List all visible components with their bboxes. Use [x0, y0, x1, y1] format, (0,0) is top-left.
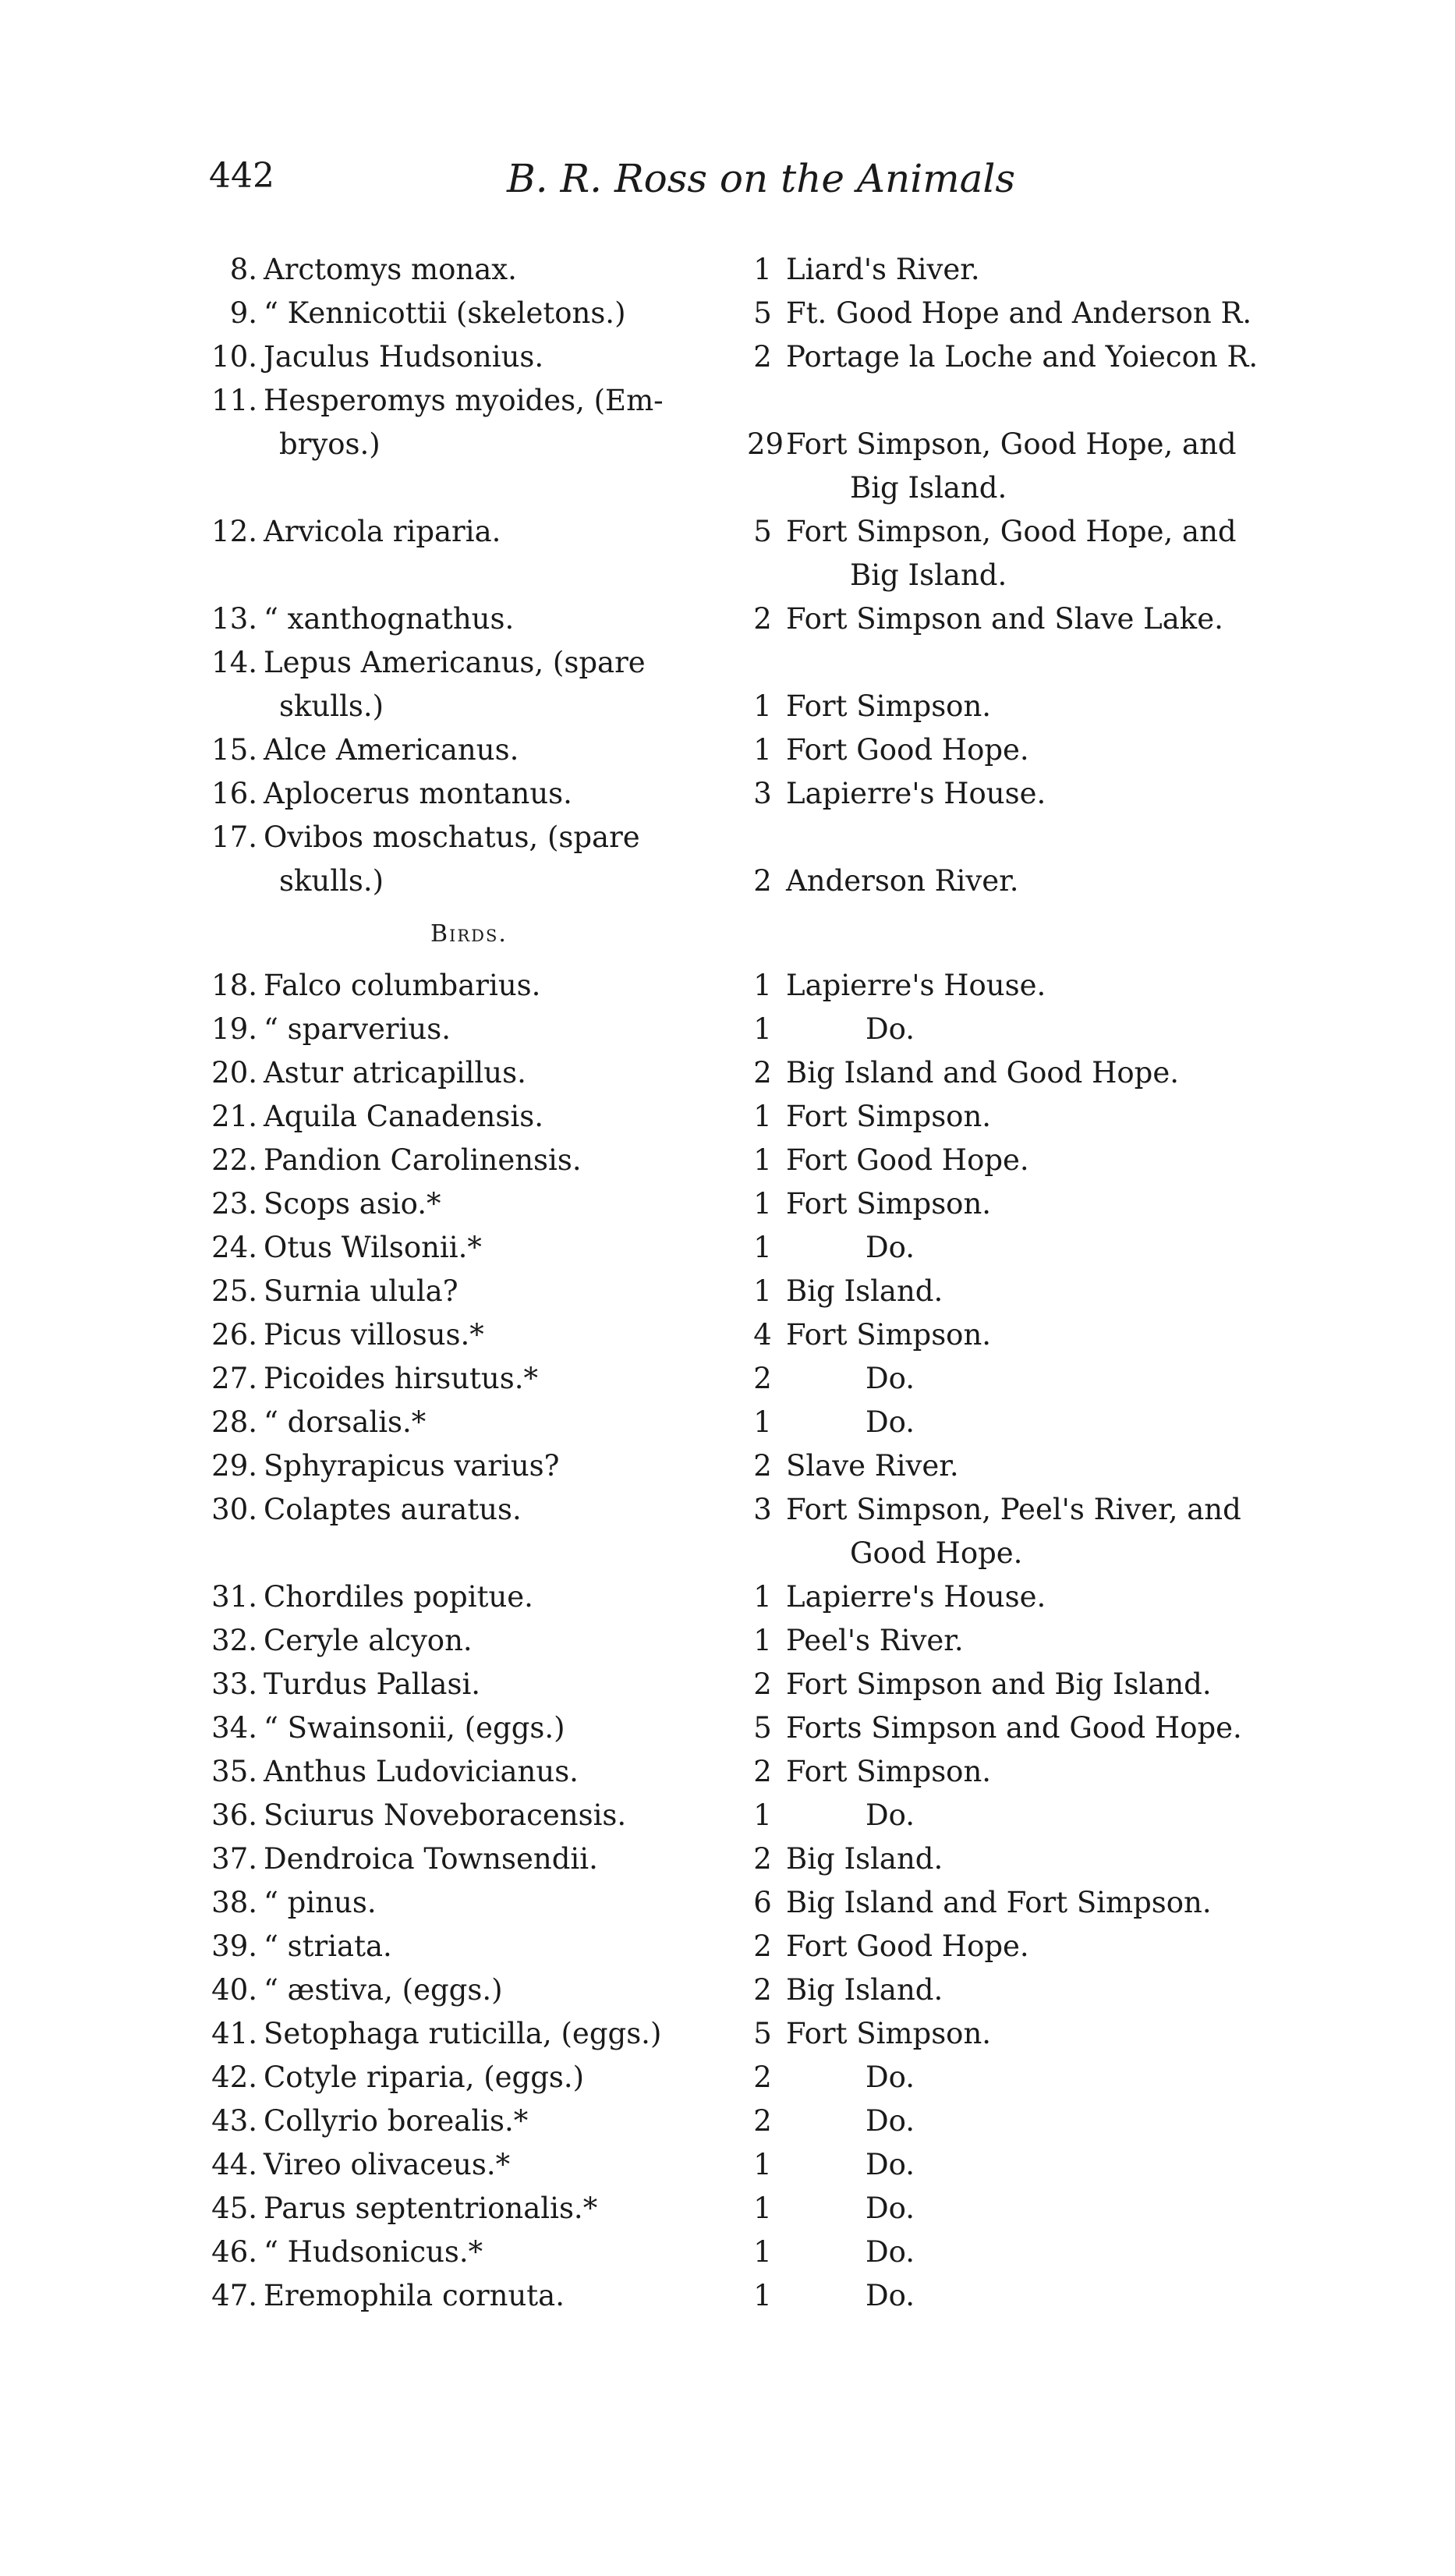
species-name: Sphyrapicus varius? [264, 1449, 560, 1483]
locality: Fort Simpson. [786, 1100, 992, 1133]
species-name: Colaptes auratus. [264, 1493, 522, 1526]
list-item [0, 2190, 1455, 2234]
entry-number: 13. [211, 602, 257, 636]
specimen-count: 2 [753, 1667, 772, 1701]
specimen-count: 1 [753, 2192, 772, 2225]
entry-number: 15. [211, 733, 257, 767]
specimen-count: 1 [753, 2279, 772, 2312]
list-item [0, 1753, 1455, 1797]
entry-number: 27. [211, 1362, 257, 1395]
entry-number: 19. [211, 1012, 257, 1046]
locality: Ft. Good Hope and Anderson R. [786, 296, 1252, 330]
list-item [0, 338, 1455, 382]
species-name: Eremophila cornuta. [264, 2279, 565, 2312]
specimen-count: 1 [753, 2235, 772, 2269]
running-title: B. R. Ross on the Animals [507, 156, 1016, 201]
entry-number: 8. [229, 253, 257, 286]
species-name: Scops asio.* [264, 1187, 441, 1221]
specimen-count: 2 [753, 1755, 772, 1788]
list-item [0, 2059, 1455, 2103]
specimen-count: 2 [753, 1362, 772, 1395]
locality: Big Island. [850, 558, 1007, 592]
species-name: Chordiles popitue. [264, 1580, 533, 1614]
list-item [0, 1098, 1455, 1142]
species-name: Alce Americanus. [264, 733, 519, 767]
locality: Fort Good Hope. [786, 733, 1029, 767]
species-name: Turdus Pallasi. [264, 1667, 481, 1701]
species-name: “ pinus. [264, 1886, 377, 1919]
list-item [0, 1841, 1455, 1884]
entry-number: 28. [211, 1405, 257, 1439]
species-name: “ sparverius. [264, 1012, 451, 1046]
locality: Fort Simpson, Peel's River, and [786, 1493, 1241, 1526]
species-name: “ æstiva, (eggs.) [264, 1973, 503, 2007]
entry-number: 18. [211, 969, 257, 1002]
entry-number: 30. [211, 1493, 257, 1526]
specimen-count: 1 [753, 689, 772, 723]
list-item [0, 819, 1455, 863]
specimen-count: 1 [753, 1405, 772, 1439]
locality: Fort Simpson, Good Hope, and [786, 515, 1237, 548]
species-name: Falco columbarius. [264, 969, 541, 1002]
locality: Do. [866, 1405, 915, 1439]
locality: Big Island. [850, 471, 1007, 505]
species-name: bryos.) [279, 427, 381, 461]
entry-number: 20. [211, 1056, 257, 1090]
species-name: “ striata. [264, 1929, 392, 1963]
species-name: Setophaga ruticilla, (eggs.) [264, 2017, 662, 2050]
specimen-count: 1 [753, 1274, 772, 1308]
specimen-count: 1 [753, 1100, 772, 1133]
list-item [0, 513, 1455, 557]
species-name: “ Hudsonicus.* [264, 2235, 483, 2269]
entry-number: 33. [211, 1667, 257, 1701]
locality: Liard's River. [786, 253, 980, 286]
locality: Big Island. [786, 1973, 943, 2007]
list-item [0, 1579, 1455, 1622]
list-item [0, 1229, 1455, 1273]
entry-number: 26. [211, 1318, 257, 1352]
locality: Lapierre's House. [786, 777, 1046, 810]
species-name: Astur atricapillus. [264, 1056, 526, 1090]
list-item [0, 967, 1455, 1011]
entry-number: 34. [211, 1711, 257, 1745]
list-item [0, 1622, 1455, 1666]
species-name: Surnia ulula? [264, 1274, 458, 1308]
locality: Do. [866, 2104, 915, 2138]
species-name: Lepus Americanus, (spare [264, 646, 646, 679]
specimen-count: 1 [753, 1798, 772, 1832]
locality: Forts Simpson and Good Hope. [786, 1711, 1242, 1745]
specimen-count: 1 [753, 253, 772, 286]
list-item [0, 1491, 1455, 1535]
list-item [0, 382, 1455, 426]
specimen-count: 1 [753, 733, 772, 767]
species-name: Anthus Ludovicianus. [264, 1755, 579, 1788]
entry-number: 21. [211, 1100, 257, 1133]
list-item [0, 601, 1455, 644]
list-item [0, 1972, 1455, 2015]
species-name: Hesperomys myoides, (Em- [264, 384, 664, 417]
list-item [0, 1535, 1455, 1579]
entry-number: 38. [211, 1886, 257, 1919]
specimen-count: 1 [753, 969, 772, 1002]
entry-number: 39. [211, 1929, 257, 1963]
locality: Lapierre's House. [786, 969, 1046, 1002]
locality: Do. [866, 1012, 915, 1046]
list-item [0, 1884, 1455, 1928]
entry-number: 22. [211, 1143, 257, 1177]
locality: Fort Good Hope. [786, 1929, 1029, 1963]
list-item [0, 295, 1455, 338]
specimen-count: 1 [753, 1012, 772, 1046]
species-name: Cotyle riparia, (eggs.) [264, 2060, 585, 2094]
locality: Do. [866, 2192, 915, 2225]
list-item [0, 1404, 1455, 1447]
entry-number: 24. [211, 1231, 257, 1264]
list-item [0, 557, 1455, 601]
list-item [0, 1666, 1455, 1710]
list-item [0, 732, 1455, 775]
species-name: Sciurus Noveboracensis. [264, 1798, 627, 1832]
locality: Fort Simpson. [786, 689, 992, 723]
species-name: Picoides hirsutus.* [264, 1362, 539, 1395]
species-name: Ceryle alcyon. [264, 1624, 473, 1657]
entry-number: 44. [211, 2148, 257, 2181]
section-heading-birds: Birds. [430, 920, 508, 948]
list-item [0, 426, 1455, 469]
list-item [0, 251, 1455, 295]
specimen-count: 5 [753, 2017, 772, 2050]
locality: Do. [866, 2235, 915, 2269]
specimen-count: 2 [753, 1056, 772, 1090]
locality: Big Island. [786, 1842, 943, 1876]
list-item [0, 2277, 1455, 2321]
list-item [0, 1273, 1455, 1316]
specimen-count: 5 [753, 1711, 772, 1745]
locality: Do. [866, 1798, 915, 1832]
locality: Fort Simpson. [786, 1318, 992, 1352]
locality: Big Island and Fort Simpson. [786, 1886, 1212, 1919]
locality: Anderson River. [786, 864, 1019, 898]
locality: Fort Simpson. [786, 2017, 992, 2050]
entry-number: 16. [211, 777, 257, 810]
specimen-count: 2 [753, 1842, 772, 1876]
species-name: Pandion Carolinensis. [264, 1143, 582, 1177]
list-item [0, 644, 1455, 688]
specimen-count: 2 [753, 1973, 772, 2007]
specimen-count: 4 [753, 1318, 772, 1352]
species-name: “ Kennicottii (skeletons.) [264, 296, 626, 330]
locality: Big Island and Good Hope. [786, 1056, 1180, 1090]
list-item [0, 1054, 1455, 1098]
entry-number: 10. [211, 340, 257, 374]
species-name: Arctomys monax. [264, 253, 517, 286]
species-name: Ovibos moschatus, (spare [264, 820, 640, 854]
specimen-count: 5 [753, 515, 772, 548]
specimen-count: 1 [753, 1624, 772, 1657]
entry-number: 23. [211, 1187, 257, 1221]
entry-number: 46. [211, 2235, 257, 2269]
entry-number: 31. [211, 1580, 257, 1614]
entry-number: 17. [211, 820, 257, 854]
entry-number: 9. [229, 296, 257, 330]
entry-number: 36. [211, 1798, 257, 1832]
page-number: 442 [209, 156, 274, 196]
specimen-count: 6 [753, 1886, 772, 1919]
locality: Fort Simpson. [786, 1755, 992, 1788]
species-name: Vireo olivaceus.* [264, 2148, 511, 2181]
list-item [0, 2234, 1455, 2277]
entry-number: 41. [211, 2017, 257, 2050]
locality: Portage la Loche and Yoiecon R. [786, 340, 1259, 374]
entry-number: 47. [211, 2279, 257, 2312]
list-item [0, 688, 1455, 732]
specimen-count: 1 [753, 2148, 772, 2181]
species-name: Otus Wilsonii.* [264, 1231, 482, 1264]
list-item [0, 1710, 1455, 1753]
locality: Fort Good Hope. [786, 1143, 1029, 1177]
list-item [0, 2103, 1455, 2146]
locality: Do. [866, 2279, 915, 2312]
entry-number: 29. [211, 1449, 257, 1483]
specimen-count: 29 [747, 427, 784, 461]
specimen-count: 2 [753, 864, 772, 898]
species-name: Collyrio borealis.* [264, 2104, 529, 2138]
locality: Peel's River. [786, 1624, 964, 1657]
specimen-count: 3 [753, 1493, 772, 1526]
entry-number: 35. [211, 1755, 257, 1788]
species-name: Dendroica Townsendii. [264, 1842, 598, 1876]
species-name: “ xanthognathus. [264, 602, 515, 636]
entry-number: 42. [211, 2060, 257, 2094]
entry-number: 25. [211, 1274, 257, 1308]
locality: Fort Simpson and Big Island. [786, 1667, 1212, 1701]
entry-number: 12. [211, 515, 257, 548]
entry-number: 40. [211, 1973, 257, 2007]
locality: Big Island. [786, 1274, 943, 1308]
specimen-count: 1 [753, 1143, 772, 1177]
species-name: “ dorsalis.* [264, 1405, 427, 1439]
specimen-count: 1 [753, 1187, 772, 1221]
list-item [0, 2015, 1455, 2059]
species-name: skulls.) [279, 864, 384, 898]
locality: Do. [866, 2060, 915, 2094]
entry-number: 14. [211, 646, 257, 679]
list-item [0, 1185, 1455, 1229]
specimen-count: 2 [753, 1929, 772, 1963]
specimen-count: 2 [753, 2104, 772, 2138]
species-name: “ Swainsonii, (eggs.) [264, 1711, 565, 1745]
entry-number: 11. [211, 384, 257, 417]
entry-number: 37. [211, 1842, 257, 1876]
specimen-count: 2 [753, 1449, 772, 1483]
entry-number: 43. [211, 2104, 257, 2138]
list-item [0, 1360, 1455, 1404]
list-item [0, 1797, 1455, 1841]
list-item [0, 775, 1455, 819]
specimen-count: 3 [753, 777, 772, 810]
locality: Lapierre's House. [786, 1580, 1046, 1614]
species-name: Aplocerus montanus. [264, 777, 572, 810]
locality: Fort Simpson. [786, 1187, 992, 1221]
specimen-count: 5 [753, 296, 772, 330]
locality: Do. [866, 1362, 915, 1395]
species-name: skulls.) [279, 689, 384, 723]
specimen-count: 1 [753, 1580, 772, 1614]
locality: Good Hope. [850, 1536, 1023, 1570]
specimen-count: 1 [753, 1231, 772, 1264]
list-item [0, 1011, 1455, 1054]
entry-number: 32. [211, 1624, 257, 1657]
species-name: Jaculus Hudsonius. [264, 340, 544, 374]
entry-number: 45. [211, 2192, 257, 2225]
list-item [0, 469, 1455, 513]
list-item [0, 1447, 1455, 1491]
specimen-count: 2 [753, 2060, 772, 2094]
locality: Fort Simpson and Slave Lake. [786, 602, 1223, 636]
locality: Slave River. [786, 1449, 959, 1483]
species-name: Parus septentrionalis.* [264, 2192, 598, 2225]
list-item [0, 863, 1455, 906]
species-name: Aquila Canadensis. [264, 1100, 543, 1133]
specimen-count: 2 [753, 340, 772, 374]
locality: Fort Simpson, Good Hope, and [786, 427, 1237, 461]
list-item [0, 1316, 1455, 1360]
species-name: Arvicola riparia. [264, 515, 501, 548]
list-item [0, 2146, 1455, 2190]
list-item [0, 1928, 1455, 1972]
species-name: Picus villosus.* [264, 1318, 484, 1352]
specimen-count: 2 [753, 602, 772, 636]
locality: Do. [866, 1231, 915, 1264]
list-item [0, 1142, 1455, 1185]
locality: Do. [866, 2148, 915, 2181]
